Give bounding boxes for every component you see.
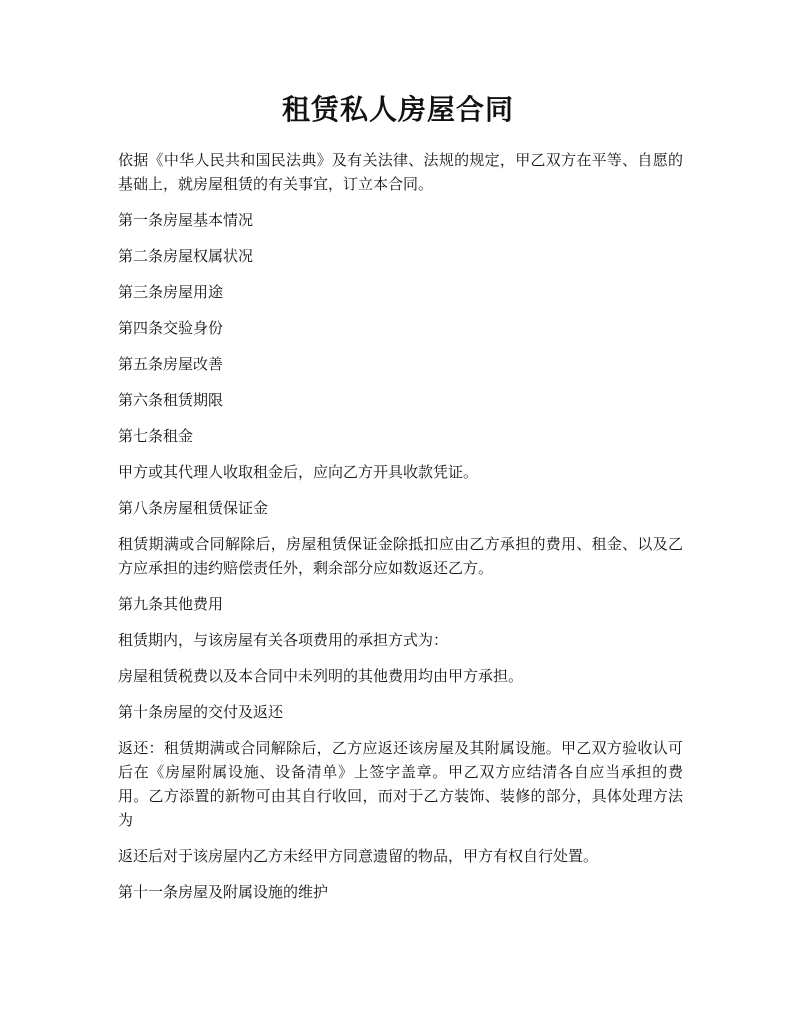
article-11-heading: 第十一条房屋及附属设施的维护 <box>118 883 329 901</box>
preamble-paragraph: 依据《中华人民共和国民法典》及有关法律、法规的规定，甲乙双方在平等、自愿的基础上，就房屋租赁的有关事宜，订立本合同。 <box>118 151 683 193</box>
article-8-heading: 第八条房屋租赁保证金 <box>118 499 269 517</box>
article-2-heading: 第二条房屋权属状况 <box>118 247 254 265</box>
document-title: 租赁私人房屋合同 <box>281 93 514 126</box>
article-9-paragraph-1: 租赁期内，与该房屋有关各项费用的承担方式为： <box>118 631 449 649</box>
article-6-heading: 第六条租赁期限 <box>118 391 224 409</box>
article-5-heading: 第五条房屋改善 <box>118 355 224 373</box>
article-10-paragraph-1: 返还：租赁期满或合同解除后，乙方应返还该房屋及其附属设施。甲乙双方验收认可后在《房屋附属设施、设备清单》上签字盖章。甲乙双方应结清各自应当承担的费用。乙方添置的新物可由其自行收回，而对于乙方装饰、装修的部分，具体处理方法为 <box>118 739 683 829</box>
article-8-paragraph: 租赁期满或合同解除后，房屋租赁保证金除抵扣应由乙方承担的费用、租金、以及乙方应承担的违约赔偿责任外，剩余部分应如数返还乙方。 <box>118 535 683 577</box>
article-1-heading: 第一条房屋基本情况 <box>118 211 254 229</box>
article-9-paragraph-2: 房屋租赁税费以及本合同中未列明的其他费用均由甲方承担。 <box>118 667 524 685</box>
document-body <box>118 148 683 916</box>
article-4-heading: 第四条交验身份 <box>118 319 224 337</box>
article-7-paragraph: 甲方或其代理人收取租金后，应向乙方开具收款凭证。 <box>118 463 479 481</box>
article-7-heading: 第七条租金 <box>118 427 194 445</box>
article-3-heading: 第三条房屋用途 <box>118 283 224 301</box>
article-9-heading: 第九条其他费用 <box>118 595 224 613</box>
article-10-paragraph-2: 返还后对于该房屋内乙方未经甲方同意遗留的物品，甲方有权自行处置。 <box>118 847 599 865</box>
article-10-heading: 第十条房屋的交付及返还 <box>118 703 284 721</box>
